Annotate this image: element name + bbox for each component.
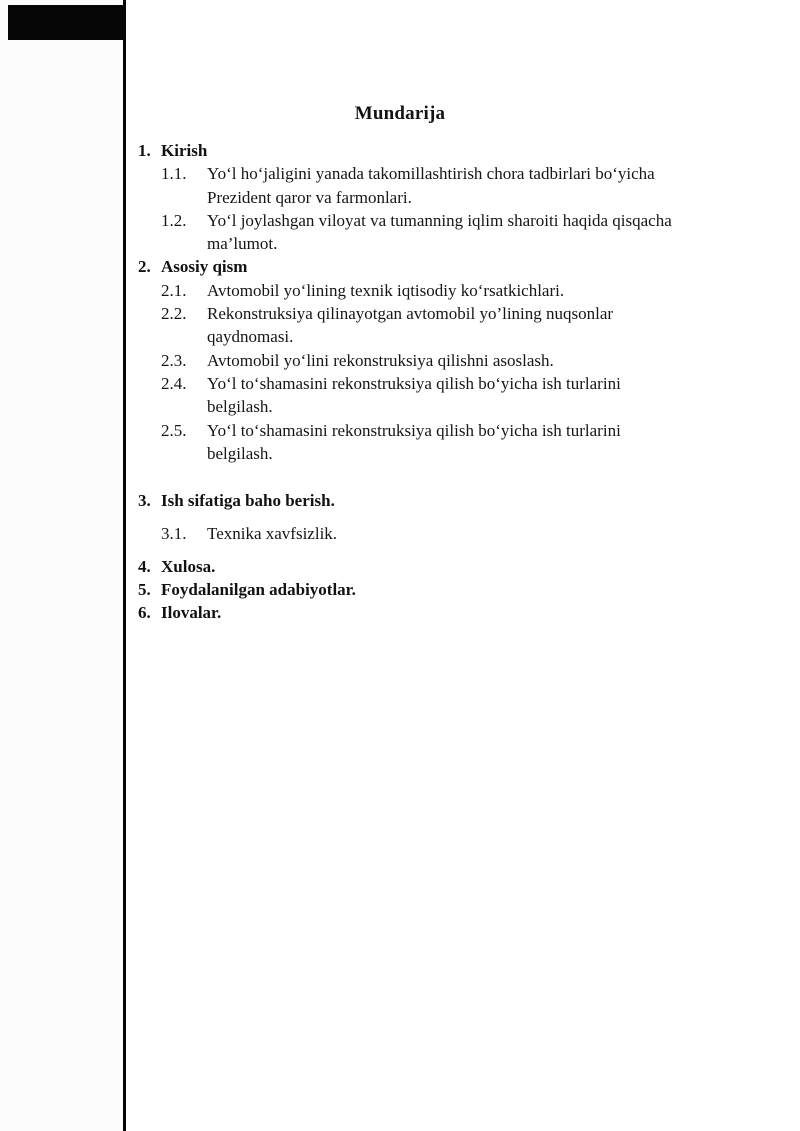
toc-subitem-3.1 xyxy=(138,522,732,545)
toc-text: Kirish xyxy=(161,141,208,160)
toc-number: 2.4. xyxy=(161,373,187,393)
toc-text-line: belgilash. xyxy=(207,397,273,417)
toc-text-line: Yoʻl hoʻjaligini yanada takomillashtirish chora tadbirlari boʻyicha xyxy=(207,164,655,184)
toc-number: 2.3. xyxy=(161,350,187,370)
toc-text: Xulosa. xyxy=(161,556,216,576)
toc-subitem-1.1 xyxy=(138,162,732,209)
toc-text xyxy=(207,349,732,372)
toc-number: 4. xyxy=(138,556,151,576)
toc-text xyxy=(207,209,732,256)
toc-text xyxy=(207,302,732,349)
toc-number: 2.1. xyxy=(161,280,187,300)
toc-text: Ilovalar. xyxy=(161,603,222,623)
toc-text: Asosiy qism xyxy=(161,257,248,277)
toc-subitem-2.4 xyxy=(138,372,732,419)
toc-item-4 xyxy=(138,555,732,578)
toc-item-5 xyxy=(138,578,732,601)
toc-number: 3. xyxy=(138,491,151,511)
page-title: Mundarija xyxy=(354,103,446,124)
toc-text: Ish sifatiga baho berish. xyxy=(161,491,335,511)
toc-number: 3.1. xyxy=(161,524,187,544)
toc-number: 1.2. xyxy=(161,210,187,230)
toc-number: 1.1. xyxy=(161,164,187,184)
toc-text-line: Avtomobil yoʻlining texnik iqtisodiy koʻrsatkichlari. xyxy=(207,280,565,300)
toc-subitem-2.3 xyxy=(138,349,732,372)
toc-item-3 xyxy=(138,489,732,512)
toc-item-2 xyxy=(138,255,732,278)
toc-text xyxy=(207,162,732,209)
toc-item-6 xyxy=(138,601,732,624)
toc-subitem-2.5 xyxy=(138,419,732,466)
scan-left-tint xyxy=(0,0,123,1131)
toc-subitem-2.1 xyxy=(138,279,732,302)
toc-number: 6. xyxy=(138,603,151,623)
toc-text-line: Prezident qaror va farmonlari. xyxy=(207,187,412,207)
toc-text xyxy=(207,279,732,302)
toc-text xyxy=(207,419,732,466)
toc-text-line: Texnika xavfsizlik. xyxy=(207,524,338,544)
toc-text-line: ma’lumot. xyxy=(207,234,278,254)
toc-item-1 xyxy=(138,139,732,162)
scan-artifact-vertical-line xyxy=(123,0,126,1131)
toc-subitem-2.2 xyxy=(138,302,732,349)
toc-number: 2. xyxy=(138,257,151,277)
toc-number: 1. xyxy=(138,141,151,160)
table-of-contents xyxy=(138,139,732,625)
toc-text-line: Avtomobil yoʻlini rekonstruksiya qilishni asoslash. xyxy=(207,350,554,370)
toc-text xyxy=(207,522,732,545)
toc-number: 2.5. xyxy=(161,420,187,440)
toc-text-line: belgilash. xyxy=(207,443,273,463)
scan-artifact-corner-bar xyxy=(8,5,124,40)
toc-text-line: Yoʻl toʻshamasini rekonstruksiya qilish boʻyicha ish turlarini xyxy=(207,420,621,440)
toc-text-line: Yoʻl toʻshamasini rekonstruksiya qilish boʻyicha ish turlarini xyxy=(207,373,621,393)
toc-text xyxy=(207,372,732,419)
toc-text-line: Rekonstruksiya qilinayotgan avtomobil yo’lining nuqsonlar xyxy=(207,304,614,324)
toc-text-line: Yoʻl joylashgan viloyat va tumanning iqlim sharoiti haqida qisqacha xyxy=(207,210,672,230)
toc-number: 2.2. xyxy=(161,304,187,324)
toc-text-line: qaydnomasi. xyxy=(207,327,294,347)
toc-text: Foydalanilgan adabiyotlar. xyxy=(161,580,356,600)
toc-subitem-1.2 xyxy=(138,209,732,256)
toc-number: 5. xyxy=(138,580,151,600)
